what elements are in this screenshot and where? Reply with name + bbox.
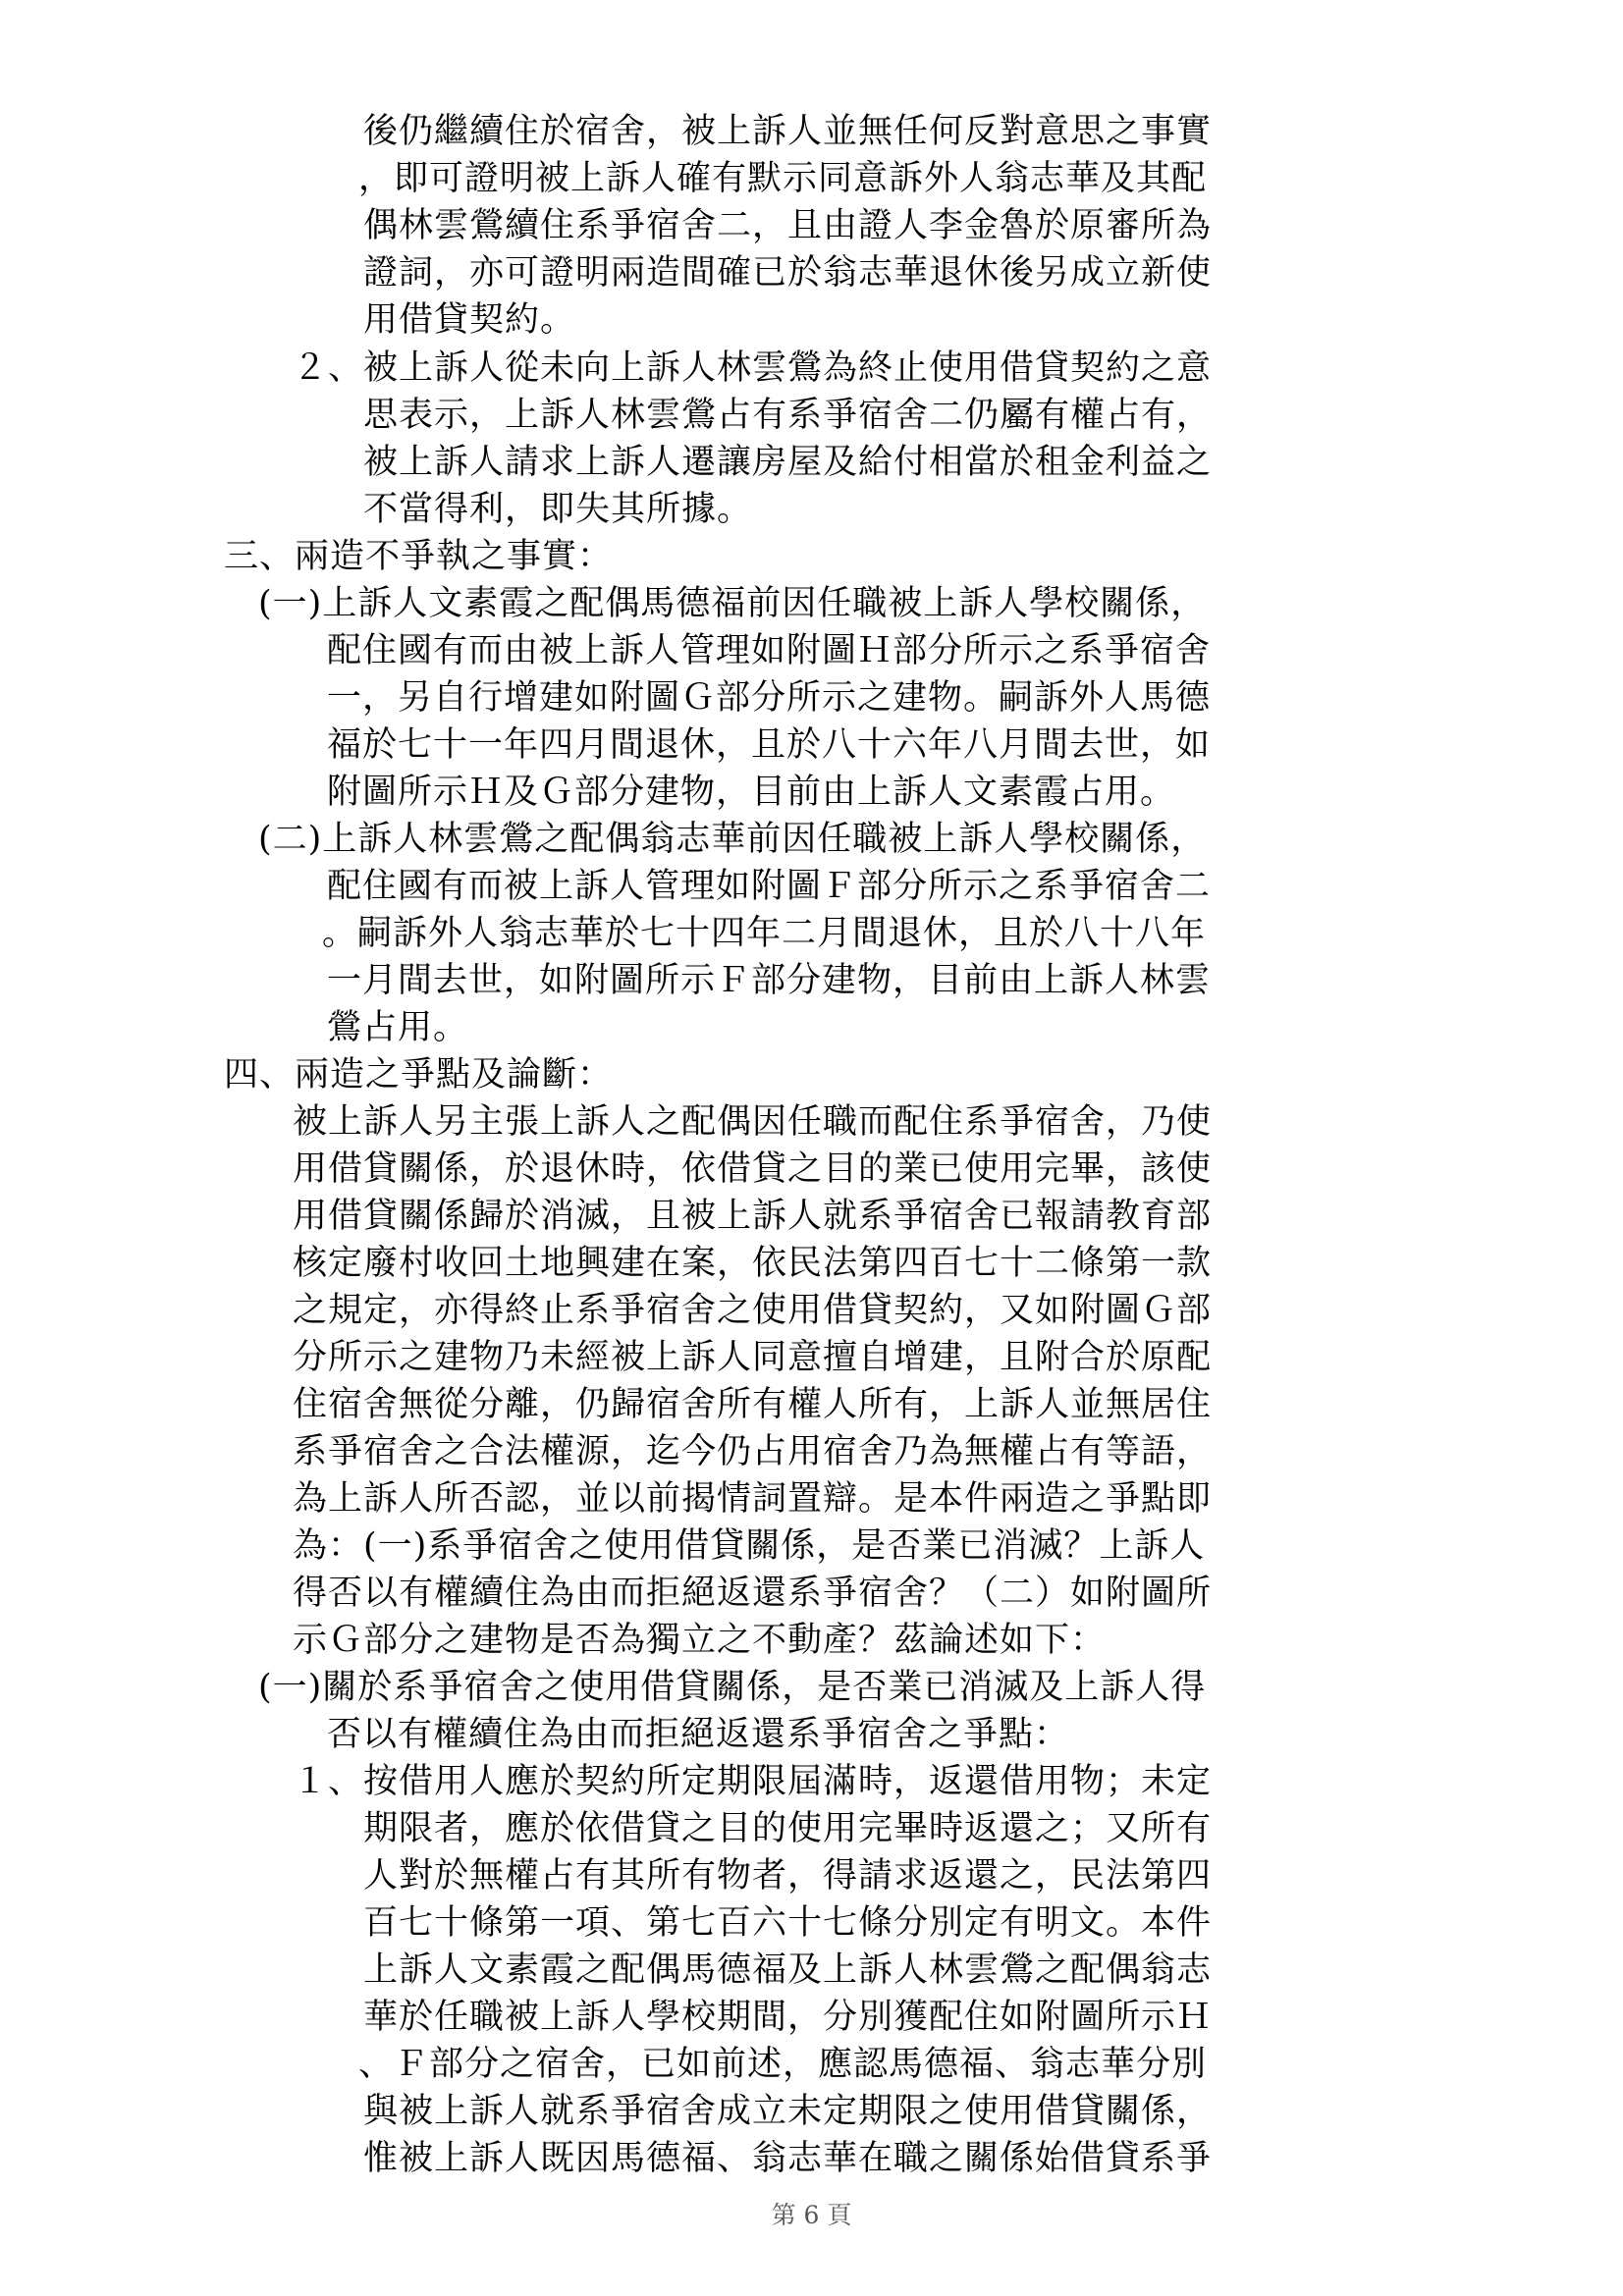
text-line: 用借貸關係，於退休時，依借貸之目的業已使用完畢，該使 <box>293 1149 1213 1189</box>
text-line: 為：(一)系爭宿舍之使用借貸關係，是否業已消滅？上訴人 <box>293 1526 1206 1566</box>
text-line: 之規定，亦得終止系爭宿舍之使用借貸契約，又如附圖Ｇ部 <box>293 1291 1213 1330</box>
text-line: 百七十條第一項、第七百六十七條分別定有明文。本件 <box>363 1903 1213 1943</box>
text-line: (二)上訴人林雲鶯之配偶翁志華前因任職被上訴人學校關係， <box>258 820 1207 859</box>
text-line: 得否以有權續住為由而拒絕返還系爭宿舍？（二）如附圖所 <box>293 1574 1213 1613</box>
text-line: ２、被上訴人從未向上訴人林雲鶯為終止使用借貸契約之意 <box>293 348 1213 388</box>
text-line: 上訴人文素霞之配偶馬德福及上訴人林雲鶯之配偶翁志 <box>363 1950 1213 1990</box>
text-line: 不當得利，即失其所據。 <box>363 490 753 529</box>
text-line: 被上訴人另主張上訴人之配偶因任職而配住系爭宿舍，乃使 <box>293 1102 1213 1142</box>
text-line: 、Ｆ部分之宿舍，已如前述，應認馬德福、翁志華分別 <box>358 2045 1208 2084</box>
text-line: (一)上訴人文素霞之配偶馬德福前因任職被上訴人學校關係， <box>258 584 1207 623</box>
text-line: 系爭宿舍之合法權源，迄今仍占用宿舍乃為無權占有等語， <box>293 1432 1213 1471</box>
text-line: ，即可證明被上訴人確有默示同意訴外人翁志華及其配 <box>358 159 1208 198</box>
text-line: 鶯占用。 <box>327 1008 469 1047</box>
text-line: 配住國有而由被上訴人管理如附圖Ｈ部分所示之系爭宿舍 <box>327 631 1212 670</box>
text-line: 核定廢村收回土地興建在案，依民法第四百七十二條第一款 <box>293 1244 1213 1283</box>
text-line: 否以有權續住為由而拒絕返還系爭宿舍之爭點： <box>327 1715 1070 1754</box>
text-line: 偶林雲鶯續住系爭宿舍二，且由證人李金魯於原審所為 <box>363 206 1213 245</box>
text-line: 為上訴人所否認，並以前揭情詞置辯。是本件兩造之爭點即 <box>293 1479 1213 1519</box>
text-line: 住宿舍無從分離，仍歸宿舍所有權人所有，上訴人並無居住 <box>293 1385 1213 1424</box>
text-line: 分所示之建物乃未經被上訴人同意擅自增建，且附合於原配 <box>293 1338 1213 1377</box>
text-line: 福於七十一年四月間退休，且於八十六年八月間去世，如 <box>327 725 1212 765</box>
text-line: 。嗣訴外人翁志華於七十四年二月間退休，且於八十八年 <box>322 914 1207 953</box>
text-line: 一，另自行增建如附圖Ｇ部分所示之建物。嗣訴外人馬德 <box>327 678 1212 718</box>
text-line: 思表示，上訴人林雲鶯占有系爭宿舍二仍屬有權占有， <box>363 396 1213 435</box>
text-line: 被上訴人請求上訴人遷讓房屋及給付相當於租金利益之 <box>363 443 1213 482</box>
text-line: 期限者，應於依借貸之目的使用完畢時返還之；又所有 <box>363 1809 1213 1848</box>
text-line: 人對於無權占有其所有物者，得請求返還之，民法第四 <box>363 1856 1213 1896</box>
text-line: 用借貸關係歸於消滅，且被上訴人就系爭宿舍已報請教育部 <box>293 1197 1213 1236</box>
text-line: 與被上訴人就系爭宿舍成立未定期限之使用借貸關係， <box>363 2092 1213 2131</box>
text-line: 惟被上訴人既因馬德福、翁志華在職之關係始借貸系爭 <box>363 2139 1213 2178</box>
text-line: １、按借用人應於契約所定期限屆滿時，返還借用物；未定 <box>293 1762 1213 1801</box>
text-line: 華於任職被上訴人學校期間，分別獲配住如附圖所示Ｈ <box>363 1998 1213 2037</box>
text-line: (一)關於系爭宿舍之使用借貸關係，是否業已消滅及上訴人得 <box>258 1668 1207 1707</box>
text-line: 證詞，亦可證明兩造間確已於翁志華退休後另成立新使 <box>363 253 1213 293</box>
text-line: 一月間去世，如附圖所示Ｆ部分建物，目前由上訴人林雲 <box>327 961 1212 1000</box>
text-line: 後仍繼續住於宿舍，被上訴人並無任何反對意思之事實 <box>363 112 1213 151</box>
text-line: 示Ｇ部分之建物是否為獨立之不動產？茲論述如下： <box>293 1621 1107 1660</box>
section-heading: 三、兩造不爭執之事實： <box>224 537 614 576</box>
section-heading: 四、兩造之爭點及論斷： <box>224 1055 614 1095</box>
text-line: 配住國有而被上訴人管理如附圖Ｆ部分所示之系爭宿舍二 <box>327 867 1212 906</box>
text-line: 附圖所示Ｈ及Ｇ部分建物，目前由上訴人文素霞占用。 <box>327 773 1176 812</box>
page-number: 第 6 頁 <box>771 2201 852 2229</box>
text-line: 用借貸契約。 <box>363 300 576 340</box>
